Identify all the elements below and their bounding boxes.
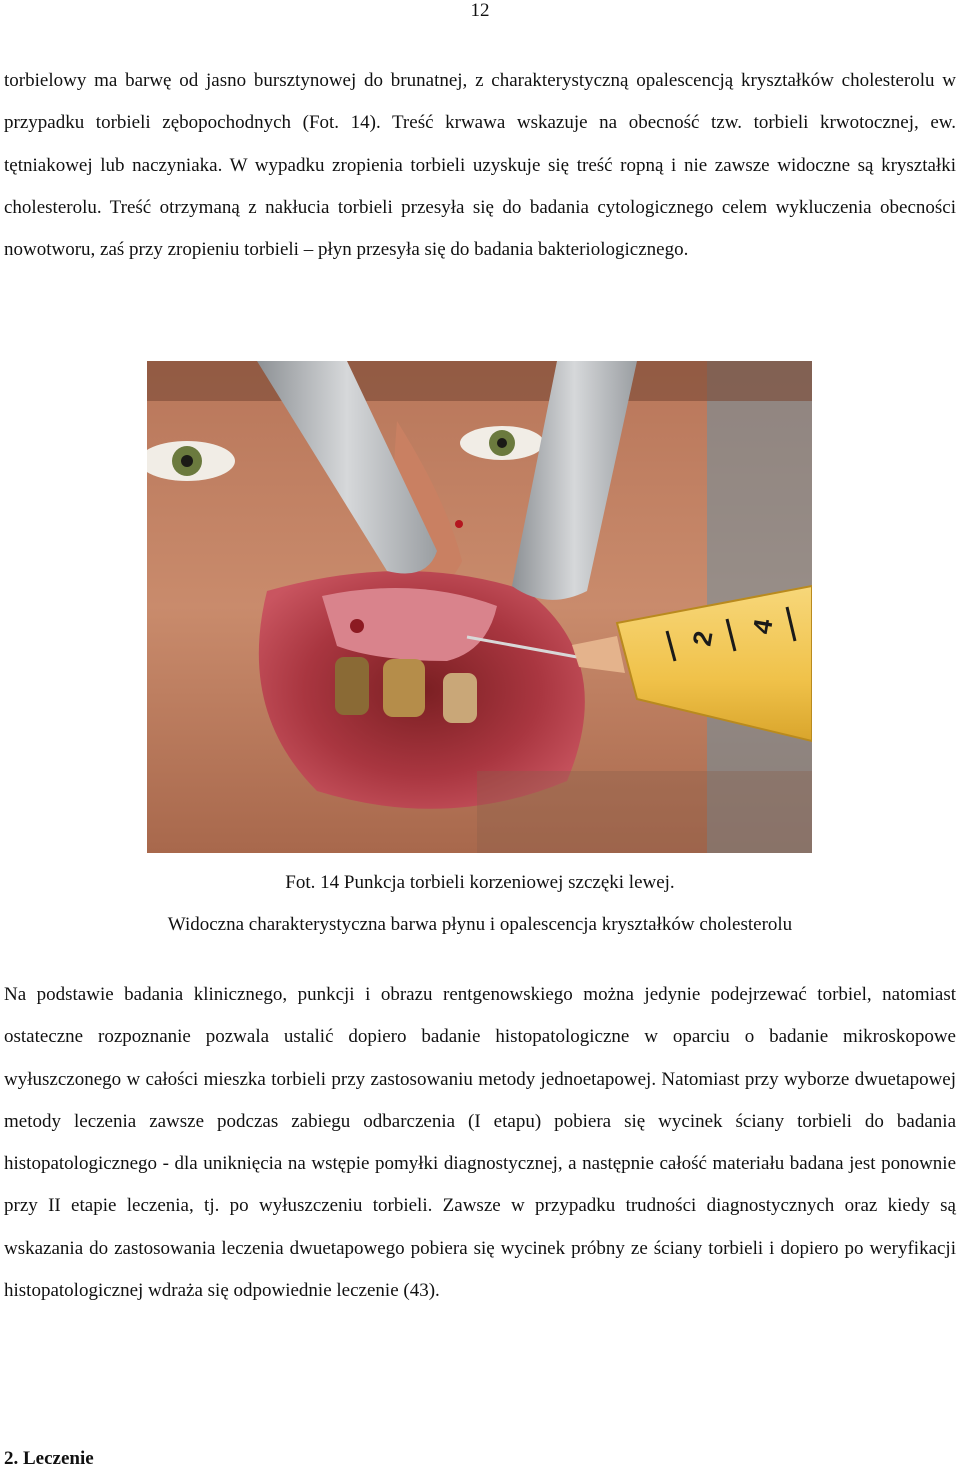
gum-lesion [350, 619, 364, 633]
page-number: 12 [470, 0, 490, 21]
chin-shadow [477, 771, 812, 853]
section-heading: 2. Leczenie [4, 1448, 94, 1469]
paragraph-diagnosis: Na podstawie badania klinicznego, punkcji i obrazu rentgenowskiego można jedynie podejrzewać torbiel, natomiast ostateczne rozpoznanie pozwala ustalić dopiero badanie histopatologiczne w oparciu o badanie mikroskopowe wyłuszczonego w całości mieszka torbieli przy zastosowaniu metody jednoetapowej. Natomiast przy wyborze dwuetapowej metody leczenia zawsze podczas zabiegu odbarczenia (I etapu) pobiera się wycinek ściany torbieli do badania histopatologicznego - dla uniknięcia na wstępie pomyłki diagnostycznej, a następnie całość materiału badana jest ponownie przy II etapie leczenia, tj. po wyłuszczeniu torbieli. Zawsze w przypadku trudności diagnostycznych oraz kiedy są wskazania do zastosowania leczenia dwuetapowego pobiera się wycinek próbny ze ściany torbieli i dopiero po weryfikacji histopatologicznej wdraża się odpowiednie leczenie (43). [4, 984, 956, 1302]
figure-photo-cyst-puncture [147, 361, 812, 853]
puncture-mark [455, 520, 463, 528]
right-eye [460, 426, 544, 460]
clinical-photo [147, 361, 812, 853]
figure-caption-line-1: Fot. 14 Punkcja torbieli korzeniowej szczęki lewej. [285, 872, 675, 893]
figure-caption-line-2: Widoczna charakterystyczna barwa płynu i opalescencja kryształków cholesterolu [167, 914, 793, 935]
syringe-mark-4: 4 [746, 616, 779, 637]
brow-shadow [147, 361, 812, 401]
syringe-mark-2: 2 [686, 628, 719, 649]
paragraph-intro: torbielowy ma barwę od jasno bursztynowej do brunatnej, z charakterystyczną opalescencją kryształków cholesterolu w przypadku torbieli zębopochodnych (Fot. 14). Treść krwawa wskazuje na obecność tzw. torbieli krwotocznej, ew. tętniakowej lub naczyniaka. W wypadku zropienia torbieli uzyskuje się treść ropną i nie zawsze widoczne są kryształki cholesterolu. Treść otrzymaną z nakłucia torbieli przesyła się do badania cytologicznego celem wykluczenia obecności nowotworu, zaś przy zropieniu torbieli – płyn przesyła się do badania bakteriologicznego. [4, 70, 956, 261]
